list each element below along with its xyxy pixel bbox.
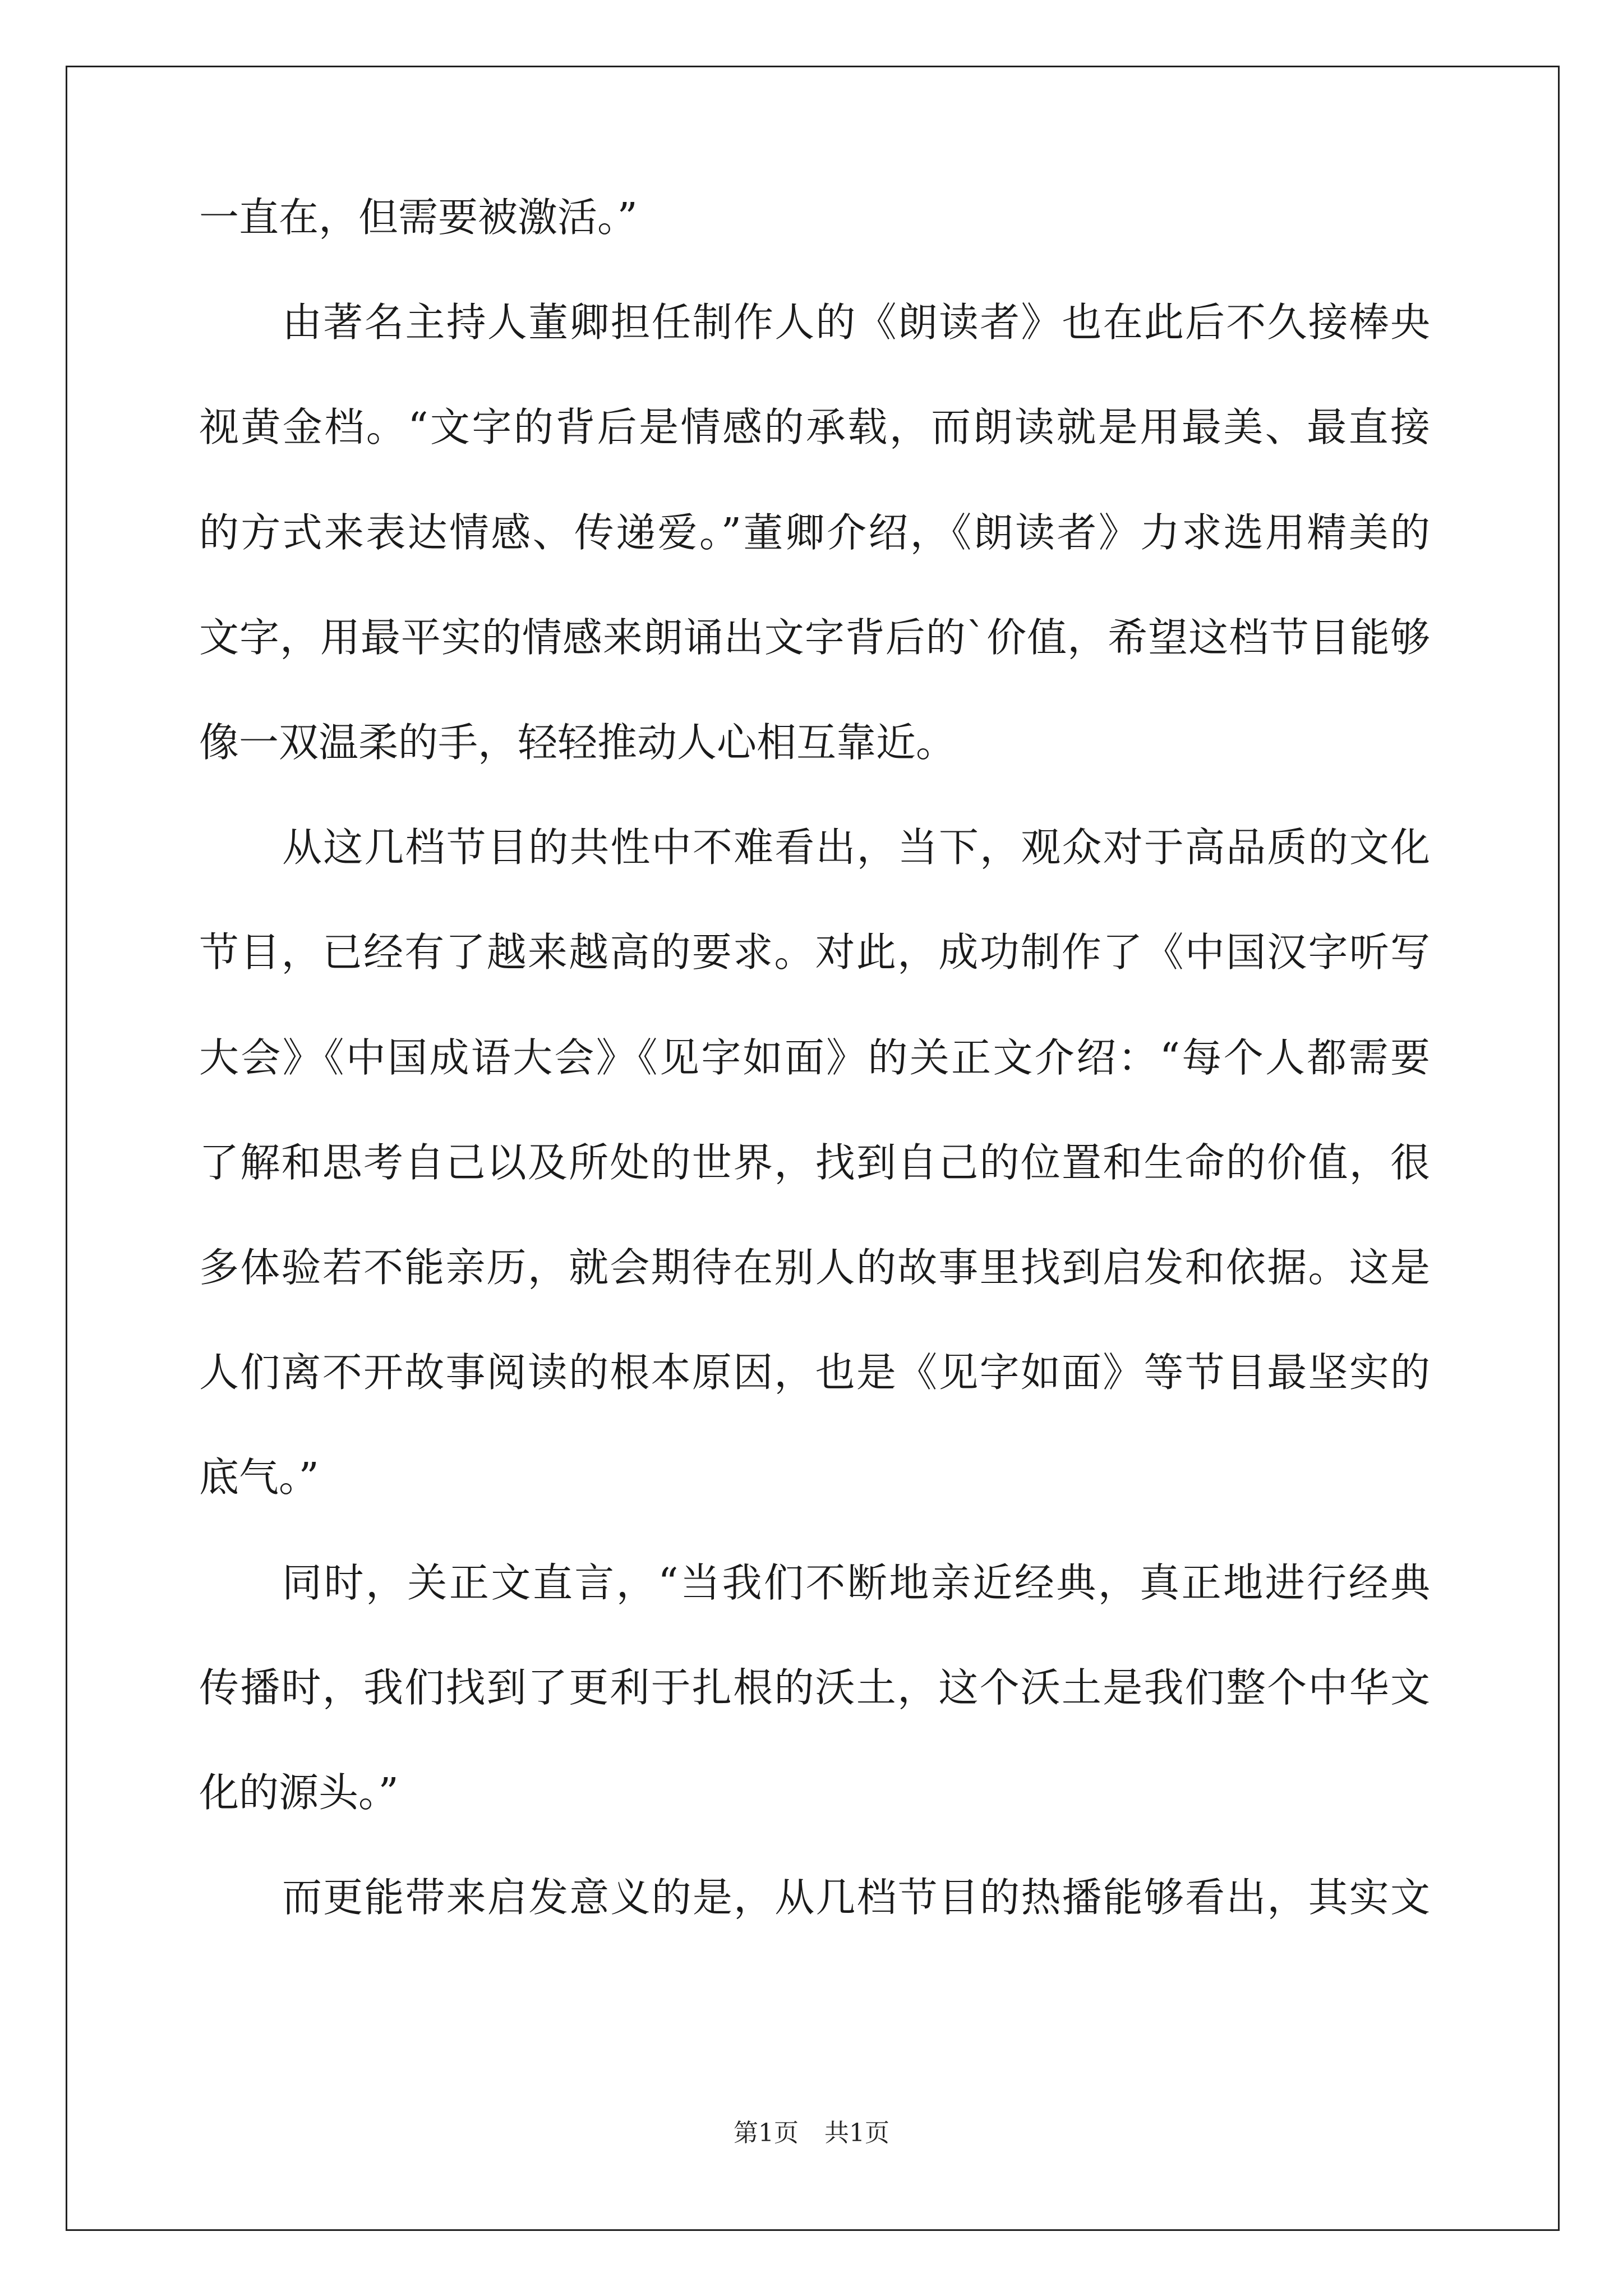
text-line: 传播时，我们找到了更利于扎根的沃土，这个沃土是我们整个中华文 <box>199 1664 1430 1711</box>
page-number: 第1页 <box>734 2119 799 2147</box>
text-line: 化的源头。” <box>199 1769 399 1816</box>
text-line: 文字，用最平实的情感来朗诵出文字背后的`价值，希望这档节目能够 <box>199 614 1430 661</box>
paragraph-start-line: 由著名主持人董卿担任制作人的《朗读者》也在此后不久接棒央 <box>282 299 1430 346</box>
text-line: 视黄金档。“文字的背后是情感的承载，而朗读就是用最美、最直接 <box>199 404 1430 450</box>
text-line: 底气。” <box>199 1454 319 1501</box>
paragraph-start-line: 同时，关正文直言，“当我们不断地亲近经典，真正地进行经典 <box>282 1559 1430 1606</box>
text-line: 像一双温柔的手，轻轻推动人心相互靠近。 <box>199 719 956 766</box>
text-line: 人们离不开故事阅读的根本原因，也是《见字如面》等节目最坚实的 <box>199 1349 1430 1396</box>
text-line: 的方式来表达情感、传递爱。”董卿介绍，《朗读者》力求选用精美的 <box>199 509 1430 556</box>
page-footer <box>0 2116 1623 2150</box>
page-count: 共1页 <box>824 2119 889 2147</box>
text-line: 了解和思考自己以及所处的世界，找到自己的位置和生命的价值，很 <box>199 1139 1430 1186</box>
text-line: 一直在，但需要被激活。” <box>199 194 638 241</box>
paragraph-start-line: 而更能带来启发意义的是，从几档节目的热播能够看出，其实文 <box>282 1874 1430 1921</box>
text-line: 多体验若不能亲历，就会期待在别人的故事里找到启发和依据。这是 <box>199 1244 1430 1291</box>
text-line: 大会》《中国成语大会》《见字如面》的关正文介绍：“每个人都需要 <box>199 1034 1430 1081</box>
paragraph-start-line: 从这几档节目的共性中不难看出，当下，观众对于高品质的文化 <box>282 824 1430 871</box>
text-line: 节目，已经有了越来越高的要求。对此，成功制作了《中国汉字听写 <box>199 929 1430 976</box>
